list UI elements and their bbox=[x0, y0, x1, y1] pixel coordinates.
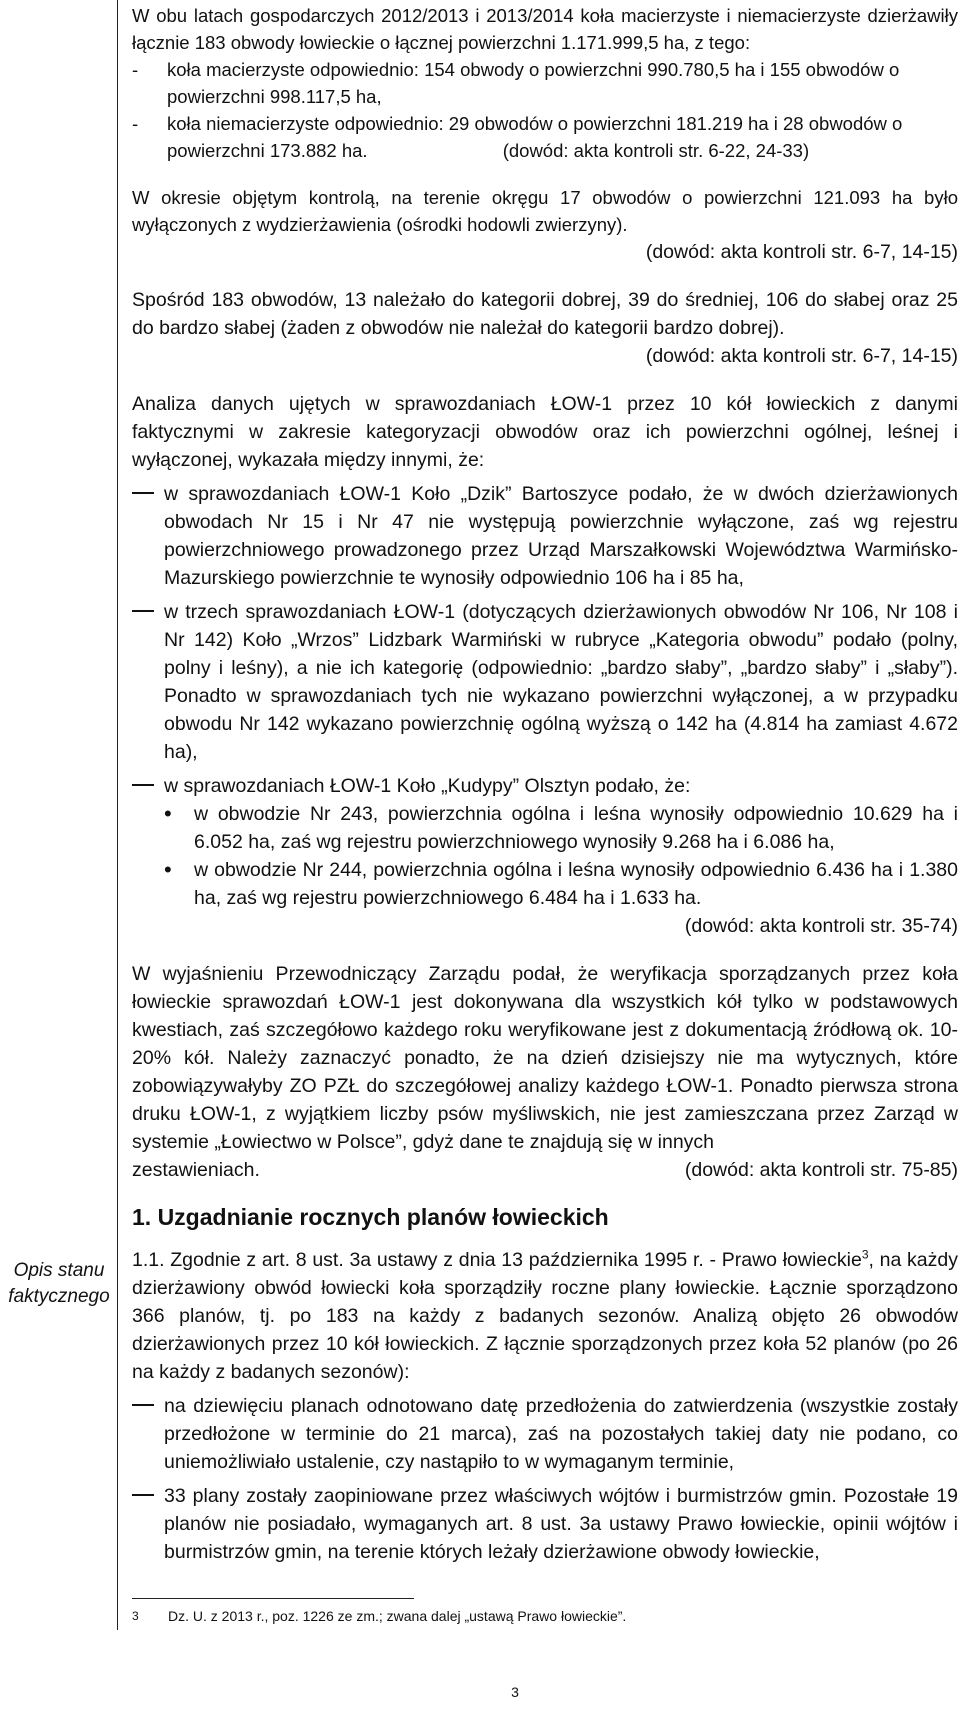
list-item: w sprawozdaniach ŁOW-1 Koło „Kudypy” Olsztyn podało, że: bbox=[132, 772, 958, 800]
section-heading: 1. Uzgadnianie rocznych planów łowieckich bbox=[132, 1204, 609, 1230]
dash-icon bbox=[132, 610, 154, 612]
list-item: • w obwodzie Nr 243, powierzchnia ogólna i leśna wynosiły odpowiednio 10.629 ha i 6.052 ha, zaś wg rejestru powierzchniowego wynosiły 9.268 ha i 6.086 ha, bbox=[132, 800, 958, 856]
paragraph-5: W wyjaśnieniu Przewodniczący Zarządu podał, że weryfikacja sporządzanych przez koła łowieckie sprawozdań ŁOW-1 jest dokonywana dla wszystkich kół tylko w podstawowych kwestiach, zaś szczegółowo każdego roku weryfikowane jest z dokumentacją źródłową ok. 10-20% kół. Należy zaznaczyć ponadto, że na dzień dzisiejszy nie ma wytycznych, które zobowiązywałyby ZO PZŁ do szczegółowej analizy każdego ŁOW-1. Ponadto pierwsza strona druku ŁOW-1, z wyjątkiem liczby psów myśliwskich, nie jest zamieszczana przez Zarząd w systemie „Łowiectwo w Polsce”, gdyż dane te znajdują się w innych bbox=[132, 963, 958, 1153]
paragraph-2: W okresie objętym kontrolą, na terenie okręgu 17 obwodów o powierzchni 121.093 ha było wyłączonych z wydzierżawienia (ośrodki hodowli zwierzyny). bbox=[132, 187, 958, 235]
evidence-reference: (dowód: akta kontroli str. 35-74) bbox=[684, 915, 958, 937]
paragraph-6: 1.1. Zgodnie z art. 8 ust. 3a ustawy z dnia 13 października 1995 r. - Prawo łowieckie$^3$, na każdy dzierżawiony obwód łowiecki koła sporządziły roczne plany łowieckie. Łącznie sporządzono 366 planów, tj. po 183 na każdy z badanych sezonów. Analizą objęto 26 obwodów dzierżawionych przez 10 kół łowieckich. Z łącznie sporządzonych przez koła 52 planów (po 26 na każdy z badanych sezonów): bbox=[132, 1247, 959, 1383]
list-item: w sprawozdaniach ŁOW-1 Koło „Dzik” Bartoszyce podało, że w dwóch dzierżawionych obwodach Nr 15 i Nr 47 nie występują powierzchnie wyłączone, zaś wg rejestru powierzchniowego prowadzonego przez Urząd Marszałkowski Województwa Warmińsko-Mazurskiego powierzchnie te wynosiły odpowiednio 106 ha i 85 ha, bbox=[132, 480, 958, 592]
evidence-reference: (dowód: akta kontroli str. 6-22, 24-33) bbox=[502, 140, 810, 161]
page-number: 3 bbox=[511, 1684, 519, 1700]
list-item: na dziewięciu planach odnotowano datę przedłożenia do zatwierdzenia (wszystkie zostały przedłożone w terminie do 21 marca), zaś na pozostałych takiej daty nie podano, co uniemożliwiało ustalenie, czy nastąpiło to w wymaganym terminie, bbox=[132, 1392, 958, 1476]
evidence-reference: (dowód: akta kontroli str. 6-7, 14-15) bbox=[645, 241, 958, 263]
footnote-ref: 3 bbox=[861, 1247, 869, 1262]
dash-icon bbox=[132, 1404, 154, 1406]
list-item: - koła niemacierzyste odpowiednio: 29 obwodów o powierzchni 181.219 ha i 28 obwodów o powierzchni 173.882 ha. (dowód: akta kontroli str. 6-22, 24-33) bbox=[132, 113, 903, 161]
dash-icon bbox=[132, 1494, 154, 1496]
bullet-icon: • bbox=[164, 801, 172, 826]
paragraph-1: W obu latach gospodarczych 2012/2013 i 2013/2014 koła macierzyste i niemacierzyste dzierżawiły łącznie 183 obwody łowieckie o łącznej powierzchni 1.171.999,5 ha, z tego: bbox=[132, 5, 958, 53]
bullet-icon: • bbox=[164, 857, 172, 882]
footnote-separator bbox=[132, 1598, 414, 1599]
list-item: 33 plany zostały zaopiniowane przez właściwych wójtów i burmistrzów gmin. Pozostałe 19 planów nie posiadało, wymaganych art. 8 ust. 3a ustawy Prawo łowieckie, opinii wójtów i burmistrzów gmin, na terenie których leżały dzierżawione obwody łowieckie, bbox=[132, 1482, 958, 1566]
list-item: w trzech sprawozdaniach ŁOW-1 (dotyczących dzierżawionych obwodów Nr 106, Nr 108 i Nr 142) Koło „Wrzos” Lidzbark Warmiński w rubryce „Kategoria obwodu” podało (polny, polny i leśny), a nie ich kategorię (odpowiednio: „bardzo słaby”, „bardzo słaby” i „słaby”). Ponadto w sprawozdaniach tych nie wykazano powierzchni wyłączonej, a w przypadku obwodu Nr 142 wykazano powierzchnię ogólną wyższą o 142 ha (4.814 ha zamiast 4.672 ha), bbox=[132, 598, 958, 766]
main-content bbox=[132, 2, 958, 1566]
footnote bbox=[132, 1606, 626, 1626]
evidence-reference: (dowód: akta kontroli str. 6-7, 14-15) bbox=[645, 345, 958, 367]
paragraph-5-last-line: zestawieniach. (dowód: akta kontroli str. 75-85) bbox=[132, 1156, 958, 1184]
list-item: - koła macierzyste odpowiednio: 154 obwody o powierzchni 990.780,5 ha i 155 obwodów o powierzchni 998.117,5 ha, bbox=[132, 59, 900, 107]
margin-label: Opis stanu faktycznego bbox=[8, 1260, 110, 1307]
evidence-reference: (dowód: akta kontroli str. 75-85) bbox=[684, 1159, 958, 1181]
list-item: • w obwodzie Nr 244, powierzchnia ogólna i leśna wynosiły odpowiednio 6.436 ha i 1.380 ha, zaś wg rejestru powierzchniowego 6.484 ha i 1.633 ha. bbox=[132, 856, 958, 912]
dash-icon bbox=[132, 492, 154, 494]
footnote-number: 3 bbox=[132, 1609, 139, 1623]
dash-icon bbox=[132, 784, 154, 786]
paragraph-4: Analiza danych ujętych w sprawozdaniach ŁOW-1 przez 10 kół łowieckich z danymi faktycznymi w zakresie kategoryzacji obwodów oraz ich powierzchni ogólnej, leśnej i wyłączonej, wykazała między innymi, że: bbox=[132, 393, 958, 471]
paragraph-3: Spośród 183 obwodów, 13 należało do kategorii dobrej, 39 do średniej, 106 do słabej oraz 25 do bardzo słabej (żaden z obwodów nie należał do kategorii bardzo dobrej). bbox=[132, 289, 958, 339]
margin-divider bbox=[117, 0, 118, 1630]
footnote-text: Dz. U. z 2013 r., poz. 1226 ze zm.; zwana dalej „ustawą Prawo łowieckie”. bbox=[168, 1608, 627, 1624]
